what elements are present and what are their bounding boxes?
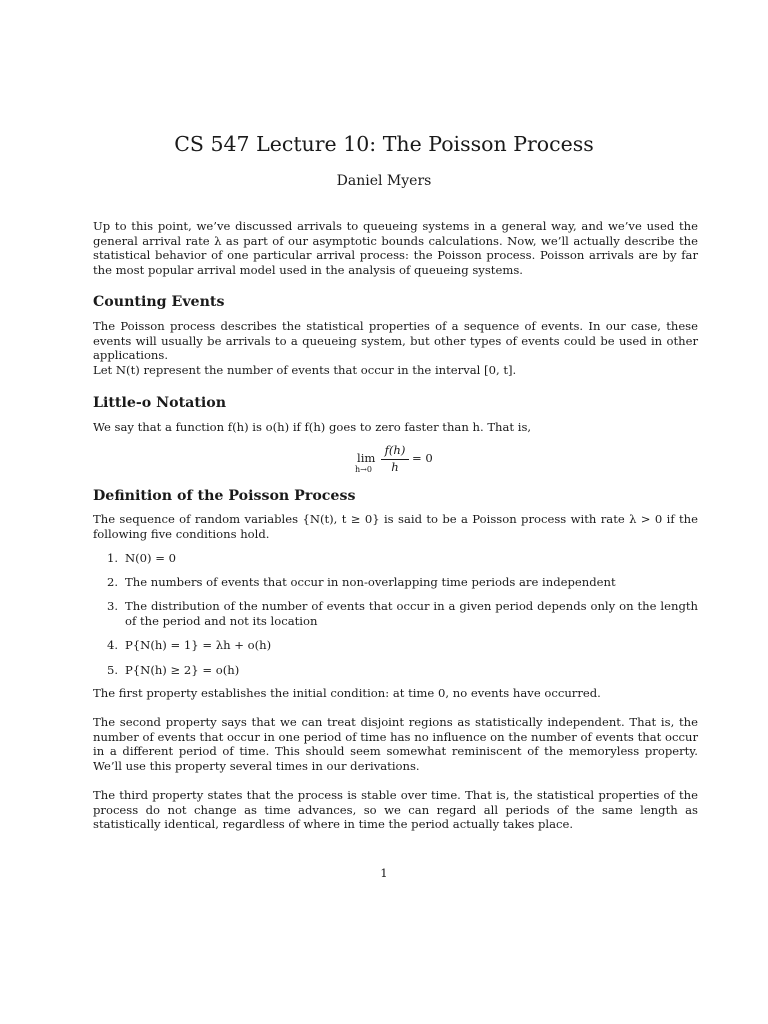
list-item-number: 2. (107, 575, 119, 589)
counting-paragraph-2: Let N(t) represent the number of events that occur in the interval [0, t]. (93, 363, 517, 377)
section-heading-little-o: Little-o Notation (93, 395, 227, 411)
page-title: CS 547 Lecture 10: The Poisson Process (174, 132, 594, 156)
intro-paragraph: Up to this point, we’ve discussed arrivals to queueing systems in a general way, and we’ve used the general arrival rate λ as part of our asymptotic bounds calculations. Now, we’ll actually describe the statistical behavior of one particular arrival process: the Poisson process. Poisson arrivals are by far the most popular arrival model used in the analysis of queueing systems. (93, 219, 698, 277)
list-item-number: 5. (107, 663, 119, 677)
equation-denominator: h (391, 460, 399, 474)
list-item-number: 3. (107, 599, 119, 613)
counting-paragraph-1: The Poisson process describes the statistical properties of a sequence of events. In our case, these events will usually be arrivals to a queueing system, but other types of events could be used in other applications. (93, 319, 698, 363)
author-name: Daniel Myers (336, 173, 432, 189)
equation-lim: lim (357, 451, 376, 465)
list-item-text: P{N(h) ≥ 2} = o(h) (125, 663, 240, 677)
equation-lim-subscript: h→0 (355, 465, 372, 474)
list-item-text: P{N(h) = 1} = λh + o(h) (125, 638, 272, 652)
section-heading-definition: Definition of the Poisson Process (93, 488, 356, 504)
definition-paragraph-1: The sequence of random variables {N(t), t ≥ 0} is said to be a Poisson process with rate λ > 0 if the following five conditions hold. (93, 512, 698, 541)
section-heading-counting-events: Counting Events (93, 294, 225, 310)
list-item-number: 4. (107, 638, 119, 652)
definition-paragraph-3: The second property says that we can treat disjoint regions as statistically independent. That is, the number of events that occur in one period of time has no influence on the number of events that occur in a different period of time. This should seem somewhat reminiscent of the memoryless property. We’ll use this property several times in our derivations. (93, 715, 698, 773)
equation-rhs: = 0 (412, 451, 433, 465)
list-item-text: The numbers of events that occur in non-overlapping time periods are independent (125, 575, 616, 589)
list-item-number: 1. (107, 551, 119, 565)
definition-paragraph-2: The first property establishes the initial condition: at time 0, no events have occurred. (93, 686, 601, 700)
definition-paragraph-4: The third property states that the process is stable over time. That is, the statistical properties of the process do not change as time advances, so we can regard all periods of the same length as statistically identical, regardless of where in time the period actually takes place. (93, 788, 698, 832)
list-item-text: The distribution of the number of events that occur in a given period depends only on the length of the period and not its location (125, 599, 698, 628)
page-number: 1 (380, 866, 388, 880)
equation-numerator: f(h) (384, 443, 406, 457)
list-item-text: N(0) = 0 (125, 551, 177, 565)
little-o-paragraph: We say that a function f(h) is o(h) if f(h) goes to zero faster than h. That is, (93, 420, 532, 434)
